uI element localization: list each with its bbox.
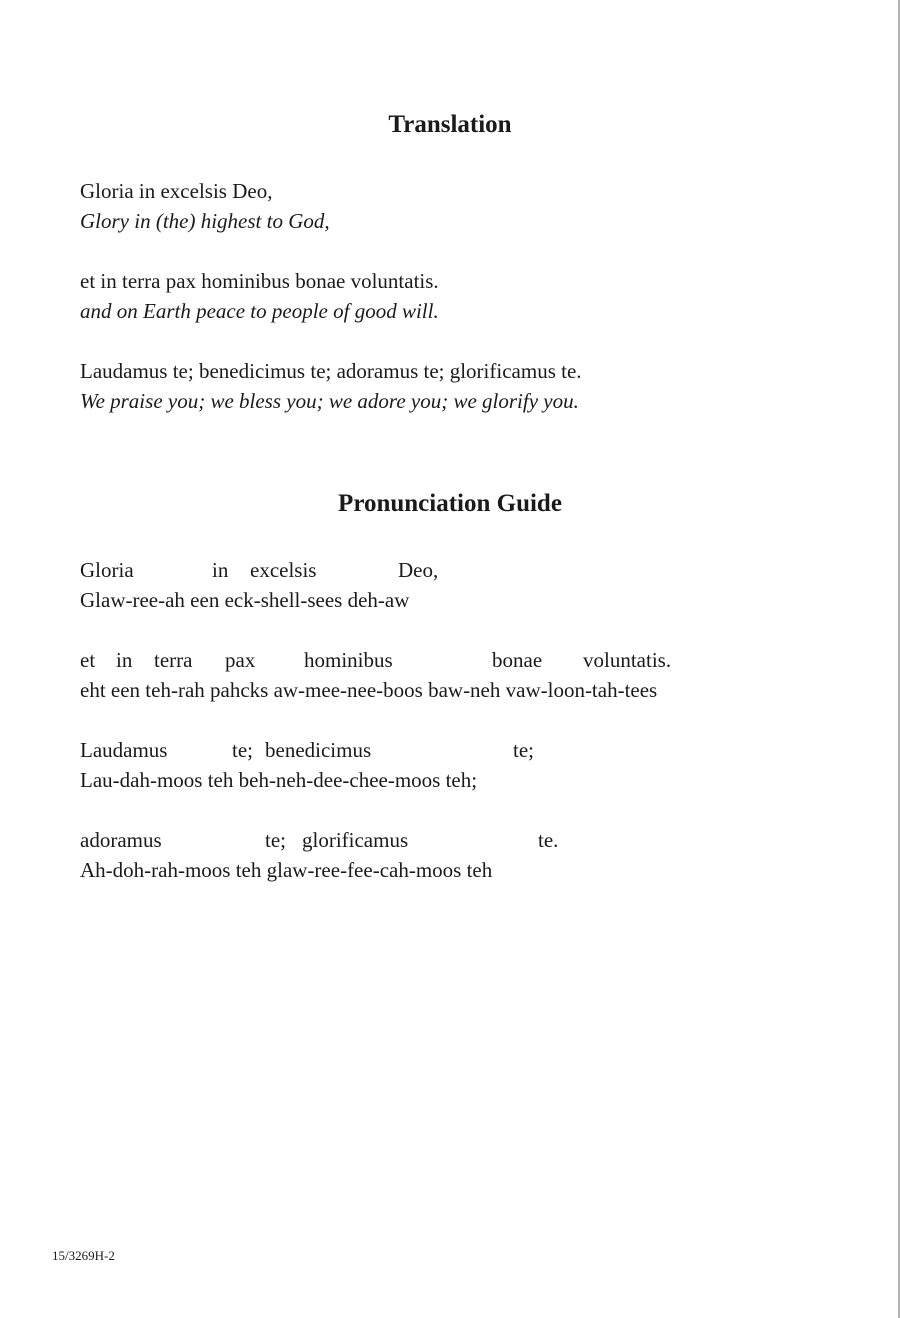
latin-word: excelsis (250, 558, 317, 582)
latin-word: Laudamus (80, 738, 168, 762)
english-line-3: We praise you; we bless you; we adore you; we glorify you. (80, 389, 579, 413)
latin-word: pax (225, 648, 256, 672)
phonetic-line-3: Lau-dah-moos teh beh-neh-dee-chee-moos teh; (80, 768, 478, 792)
latin-word: benedicimus (265, 738, 372, 762)
latin-word: te. (538, 828, 559, 852)
pronunciation-heading: Pronunciation Guide (338, 490, 562, 517)
latin-word: in (212, 558, 229, 582)
latin-word: glorificamus (302, 828, 409, 852)
latin-word: te; (232, 738, 253, 762)
latin-line-1: Gloria in excelsis Deo, (80, 179, 273, 203)
phonetic-line-2: eht een teh-rah pahcks aw-mee-nee-boos baw-neh vaw-loon-tah-tees (80, 678, 658, 702)
english-line-1: Glory in (the) highest to God, (80, 209, 330, 233)
phonetic-line-4: Ah-doh-rah-moos teh glaw-ree-fee-cah-moos teh (80, 858, 493, 882)
latin-word: te; (513, 738, 534, 762)
latin-line-3: Laudamus te; benedicimus te; adoramus te; glorificamus te. (80, 359, 582, 383)
phonetic-line-1: Glaw-ree-ah een eck-shell-sees deh-aw (80, 588, 410, 612)
latin-word-row-1 (80, 557, 840, 583)
latin-word: bonae (492, 648, 543, 672)
latin-word: et (80, 648, 96, 672)
latin-word: in (116, 648, 133, 672)
latin-word: adoramus (80, 828, 162, 852)
latin-word: hominibus (304, 648, 393, 672)
latin-word: Gloria (80, 558, 134, 582)
latin-word: terra (154, 648, 193, 672)
catalog-code: 15/3269H-2 (52, 1248, 115, 1263)
latin-word-row-2 (80, 647, 840, 673)
latin-word: te; (265, 828, 286, 852)
latin-word-row-4 (80, 827, 840, 853)
translation-heading: Translation (388, 111, 512, 138)
english-line-2: and on Earth peace to people of good will. (80, 299, 439, 323)
latin-word: Deo, (398, 558, 439, 582)
latin-line-2: et in terra pax hominibus bonae voluntatis. (80, 269, 439, 293)
latin-word: voluntatis. (583, 648, 672, 672)
latin-word-row-3 (80, 737, 840, 763)
